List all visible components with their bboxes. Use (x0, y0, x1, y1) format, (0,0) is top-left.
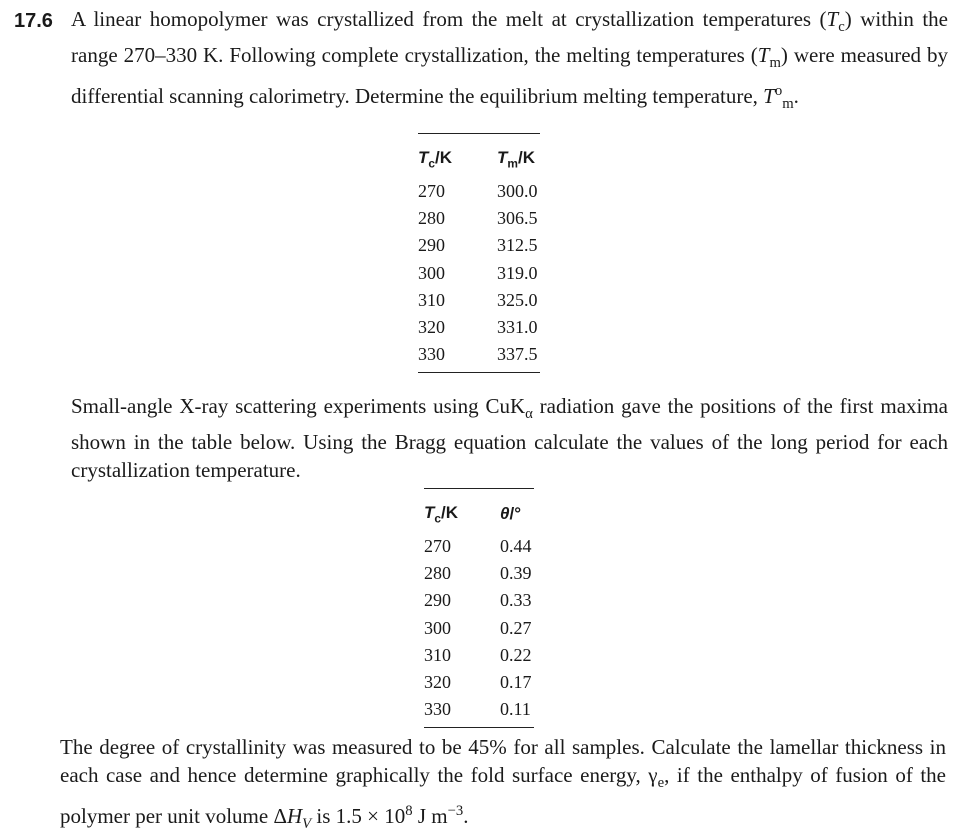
problem-number: 17.6 (14, 10, 53, 32)
table-header-row (424, 489, 534, 534)
table-cell: 310 (418, 289, 445, 310)
table-cell: 280 (424, 563, 451, 584)
table-cell: 0.11 (500, 699, 531, 720)
table-cell: 325.0 (497, 289, 538, 310)
table-cell: 0.22 (500, 644, 532, 665)
saxs-angle-table (424, 488, 534, 728)
column-header-tc: $T_c/K$ (424, 502, 459, 526)
table-row (418, 341, 540, 373)
table-cell: 270 (424, 536, 451, 557)
table-cell: 319.0 (497, 262, 538, 283)
problem-intro-paragraph: A linear homopolymer was crystallized from the melt at crystallization temperatures $(T_c)$ within the range 270–330 K. Following complete crystallization, the melting temperatures $(T_m)$ were measured by differential scanning calorimetry. Determine the equilibrium melting temperature, $T^o_m$. (71, 7, 948, 113)
table-row (424, 533, 534, 560)
table-row (418, 287, 540, 314)
table-cell: 331.0 (497, 317, 538, 338)
table-cell: 290 (424, 590, 451, 611)
table-cell: 310 (424, 644, 451, 665)
table-row (418, 178, 540, 205)
table-cell: 280 (418, 208, 445, 229)
table-cell: 0.39 (500, 563, 532, 584)
table-row (418, 314, 540, 341)
table-cell: 306.5 (497, 208, 538, 229)
column-header-tc: $T_c/K$ (418, 147, 453, 171)
table-cell: 300 (418, 262, 445, 283)
table-header-row (418, 134, 540, 179)
table-row (424, 560, 534, 587)
table-cell: 330 (424, 699, 451, 720)
table-row (424, 696, 534, 728)
table-row (418, 232, 540, 259)
table-cell: 300.0 (497, 181, 538, 202)
table-cell: 0.17 (500, 672, 532, 693)
table-cell: 320 (418, 317, 445, 338)
melting-temperature-table (418, 133, 540, 373)
table-row (418, 260, 540, 287)
table-cell: 320 (424, 672, 451, 693)
saxs-paragraph: Small-angle X-ray scattering experiments using CuK$_\alpha$ radiation gave the positions of the first maxima shown in the table below. Using the Bragg equation calculate the values of the long period for each crystallization temperature. (71, 394, 949, 483)
table-cell: 0.33 (500, 590, 532, 611)
table-row (424, 615, 534, 642)
table-row (424, 642, 534, 669)
table-cell: 300 (424, 617, 451, 638)
table-cell: 270 (418, 181, 445, 202)
table-cell: 337.5 (497, 344, 538, 365)
table-row (424, 587, 534, 614)
table-cell: 330 (418, 344, 445, 365)
column-header-theta: θ/° (500, 504, 522, 523)
table-row (418, 205, 540, 232)
table-cell: 0.27 (500, 617, 532, 638)
table-cell: 290 (418, 235, 445, 256)
crystallinity-paragraph: The degree of crystallinity was measured to be 45% for all samples. Calculate the lamellar thickness in each case and hence determine graphically the fold surface energy, $\gamma_e$, if the enthalpy of fusion of the polymer per unit volume $\Delta H_V$ is $1.5 \times 10^8$ J $m^{-3}$. (60, 735, 946, 833)
table-cell: 0.44 (500, 536, 532, 557)
table-cell: 312.5 (497, 235, 538, 256)
table-row (424, 669, 534, 696)
column-header-tm: $T_m/K$ (497, 147, 535, 171)
